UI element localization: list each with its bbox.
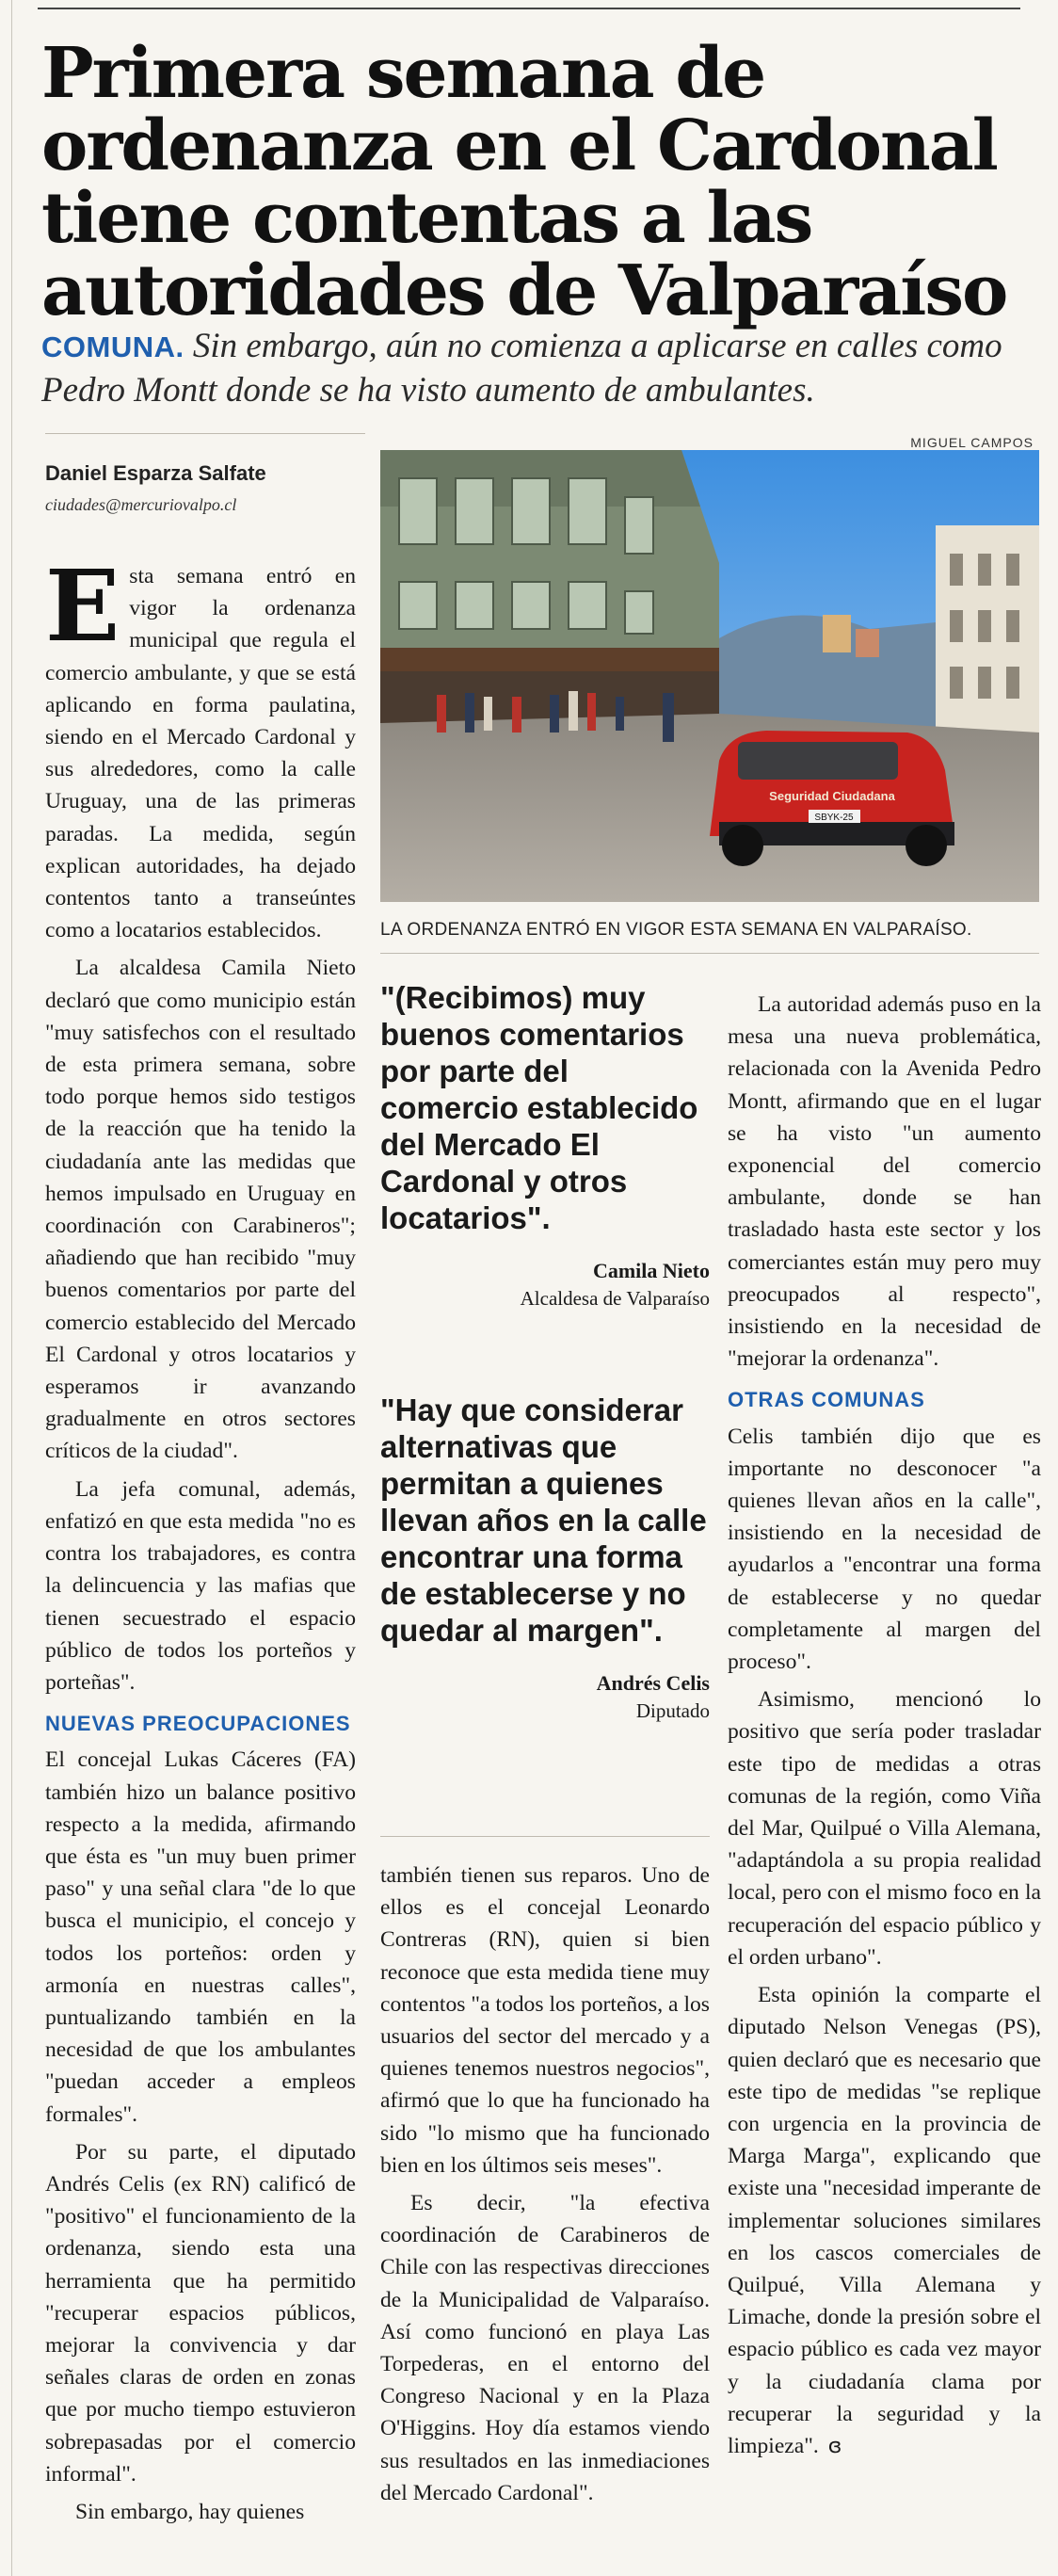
- column-1: [45, 548, 356, 2534]
- paragraph: La alcaldesa Camila Nieto declaró que como municipio están "muy satisfechos con el resultado de esta primera semana, sobre todo porque hemos sido testigos de la reacción que ha tenido la ciudadanía ante las medidas que hemos impulsado en Uruguay en coordinación con Carabineros"; añadiendo que han recibido "muy buenos comentarios por parte del comercio establecido del Mercado El Cardonal y otros locatarios y esperamos ir avanzando gradualmente en otros sectores críticos de la ciudad".: [45, 956, 356, 1464]
- section-kicker: COMUNA.: [41, 330, 184, 363]
- author-name: Daniel Esparza Salfate: [45, 461, 266, 485]
- article-photo: [380, 450, 1039, 902]
- quote-text: "Hay que considerar alternativas que permitan a quienes llevan años en la calle encontrar una forma de establecerse y no quedar al margen".: [380, 1393, 707, 1648]
- photo-caption: LA ORDENANZA ENTRÓ EN VIGOR ESTA SEMANA EN VALPARAÍSO.: [380, 920, 972, 940]
- quote-role: Diputado: [635, 1699, 710, 1722]
- paragraph: Asimismo, mencionó lo positivo que sería poder trasladar este tipo de medidas a otras comunas de la región, como Viña del Mar, Quilpué o Villa Alemana, "adaptándola a su propia realidad local, pero con el mismo foco en la recuperación del espacio público y el orden urbano".: [728, 1687, 1041, 1970]
- column-3: [728, 989, 1041, 2469]
- paragraph: El concejal Lukas Cáceres (FA) también hizo un balance positivo respecto a la medida, afirmando que ésta es "un muy buen primer paso" y una señal clara "de lo que busca el municipio, el concejo y todos los porteños: orden y armonía en nuestras calles", puntualizando también en la necesidad de que los ambulantes "puedan acceder a empleos formales".: [45, 1747, 356, 2127]
- paragraph: [45, 548, 356, 946]
- end-mark-icon: ɞ: [827, 2434, 842, 2458]
- paragraph: Sin embargo, hay quienes: [75, 2499, 305, 2524]
- top-rule: [38, 8, 1020, 9]
- dropcap: E: [45, 548, 120, 664]
- section-heading: OTRAS COMUNAS: [728, 1388, 925, 1412]
- paragraph: Celis también dijo que es importante no desconocer "a quienes llevan años en la calle", insistiendo en la necesidad de ayudarlos a "encontrar una forma de establecerse y no quedar completamente al margen del proceso".: [728, 1424, 1041, 1675]
- quote-text: "(Recibimos) muy buenos comentarios por parte del comercio establecido del Mercado El Cardonal y otros locatarios".: [380, 980, 698, 1235]
- paragraph: [728, 1979, 1041, 2463]
- deck-text: Sin embargo, aún no comienza a aplicarse en calles como Pedro Montt donde se ha visto aumento de ambulantes.: [41, 327, 1002, 410]
- paragraph-text: sta semana entró en vigor la ordenanza municipal que regula el comercio ambulante, y que se está aplicando en forma paulatina, siendo en el Mercado Cardonal y sus alrededores, como la calle Uruguay, una de las primeras paradas. La medida, según explican autoridades, ha dejado contentos tanto a transeúntes como a locatarios establecidos.: [45, 564, 356, 943]
- quote-author: Andrés Celis: [596, 1671, 710, 1695]
- byline: [45, 461, 356, 515]
- photo-credit: MIGUEL CAMPOS: [910, 435, 1034, 450]
- pull-quote-1: [380, 979, 710, 1311]
- author-email: ciudades@mercuriovalpo.cl: [45, 495, 237, 514]
- quote-rule: [380, 1836, 710, 1837]
- paragraph: La jefa comunal, además, enfatizó en que esta medida "no es contra los trabajadores, es contra la delincuencia y las mafias que tienen secuestrado el espacio público de todos los porteños y porteñas".: [45, 1476, 356, 1695]
- adjacent-page-strip: [0, 0, 12, 2576]
- paragraph: Es decir, "la efectiva coordinación de Carabineros de Chile con las respectivas direcciones de la Municipalidad de Valparaíso. Así como funcionó en playa Las Torpederas, en el entorno del Congreso Nacional y en la Plaza O'Higgins. Hoy día estamos viendo sus resultados en las inmediaciones del Mercado Cardonal".: [380, 2191, 710, 2505]
- section-heading: NUEVAS PREOCUPACIONES: [45, 1712, 351, 1736]
- column-2: [380, 1860, 710, 2515]
- divider: [45, 433, 365, 434]
- caption-rule: [380, 953, 1039, 954]
- paragraph: Por su parte, el diputado Andrés Celis (ex RN) calificó de "positivo" el funcionamiento de la ordenanza, siendo esta una herramienta que ha permitido "recuperar espacios públicos, mejorar la convivencia y dar señales claras de orden en zonas que por mucho tiempo estuvieron sobrepasadas por el comercio informal".: [45, 2139, 356, 2487]
- deck: [41, 325, 1039, 412]
- paragraph-text: Esta opinión la comparte el diputado Nelson Venegas (PS), quien declaró que es necesario que este tipo de medidas "se replique con urgencia en la provincia de Marga Marga", explicando que existe una "necesidad imperante de implementar soluciones similares en los cascos comerciales de Quilpué, Villa Alemana y Limache, donde la presión sobre el espacio público es cada vez mayor y la ciudadanía clama por recuperar la seguridad y la limpieza".: [728, 1983, 1041, 2458]
- quote-author: Camila Nieto: [592, 1259, 710, 1282]
- car-label: Seguridad Ciudadana: [769, 789, 895, 803]
- headline: Primera semana de ordenanza en el Cardonal tiene contentas a las autoridades de Valparaíso: [41, 33, 1007, 331]
- quote-role: Alcaldesa de Valparaíso: [520, 1287, 710, 1310]
- paragraph: también tienen sus reparos. Uno de ellos es el concejal Leonardo Contreras (RN), quien si bien reconoce que esta medida tiene muy contentos "a todos los porteños, a los usuarios del sector del mercado y a quienes tenemos nuestros negocios", afirmó que lo que ha funcionado ha sido "lo mismo que ha funcionado bien en los últimos seis meses".: [380, 1863, 710, 2178]
- pull-quote-2: [380, 1392, 710, 1723]
- car-plate: SBYK-25: [814, 813, 854, 823]
- paragraph: La autoridad además puso en la mesa una nueva problemática, relacionada con la Avenida Pedro Montt, afirmando que en el lugar se ha visto "un aumento exponencial del comercio ambulante, donde se han trasladado hasta este sector y los comerciantes están muy pero muy preocupados al respecto", insistiendo en la necesidad de "mejorar la ordenanza".: [728, 992, 1041, 1372]
